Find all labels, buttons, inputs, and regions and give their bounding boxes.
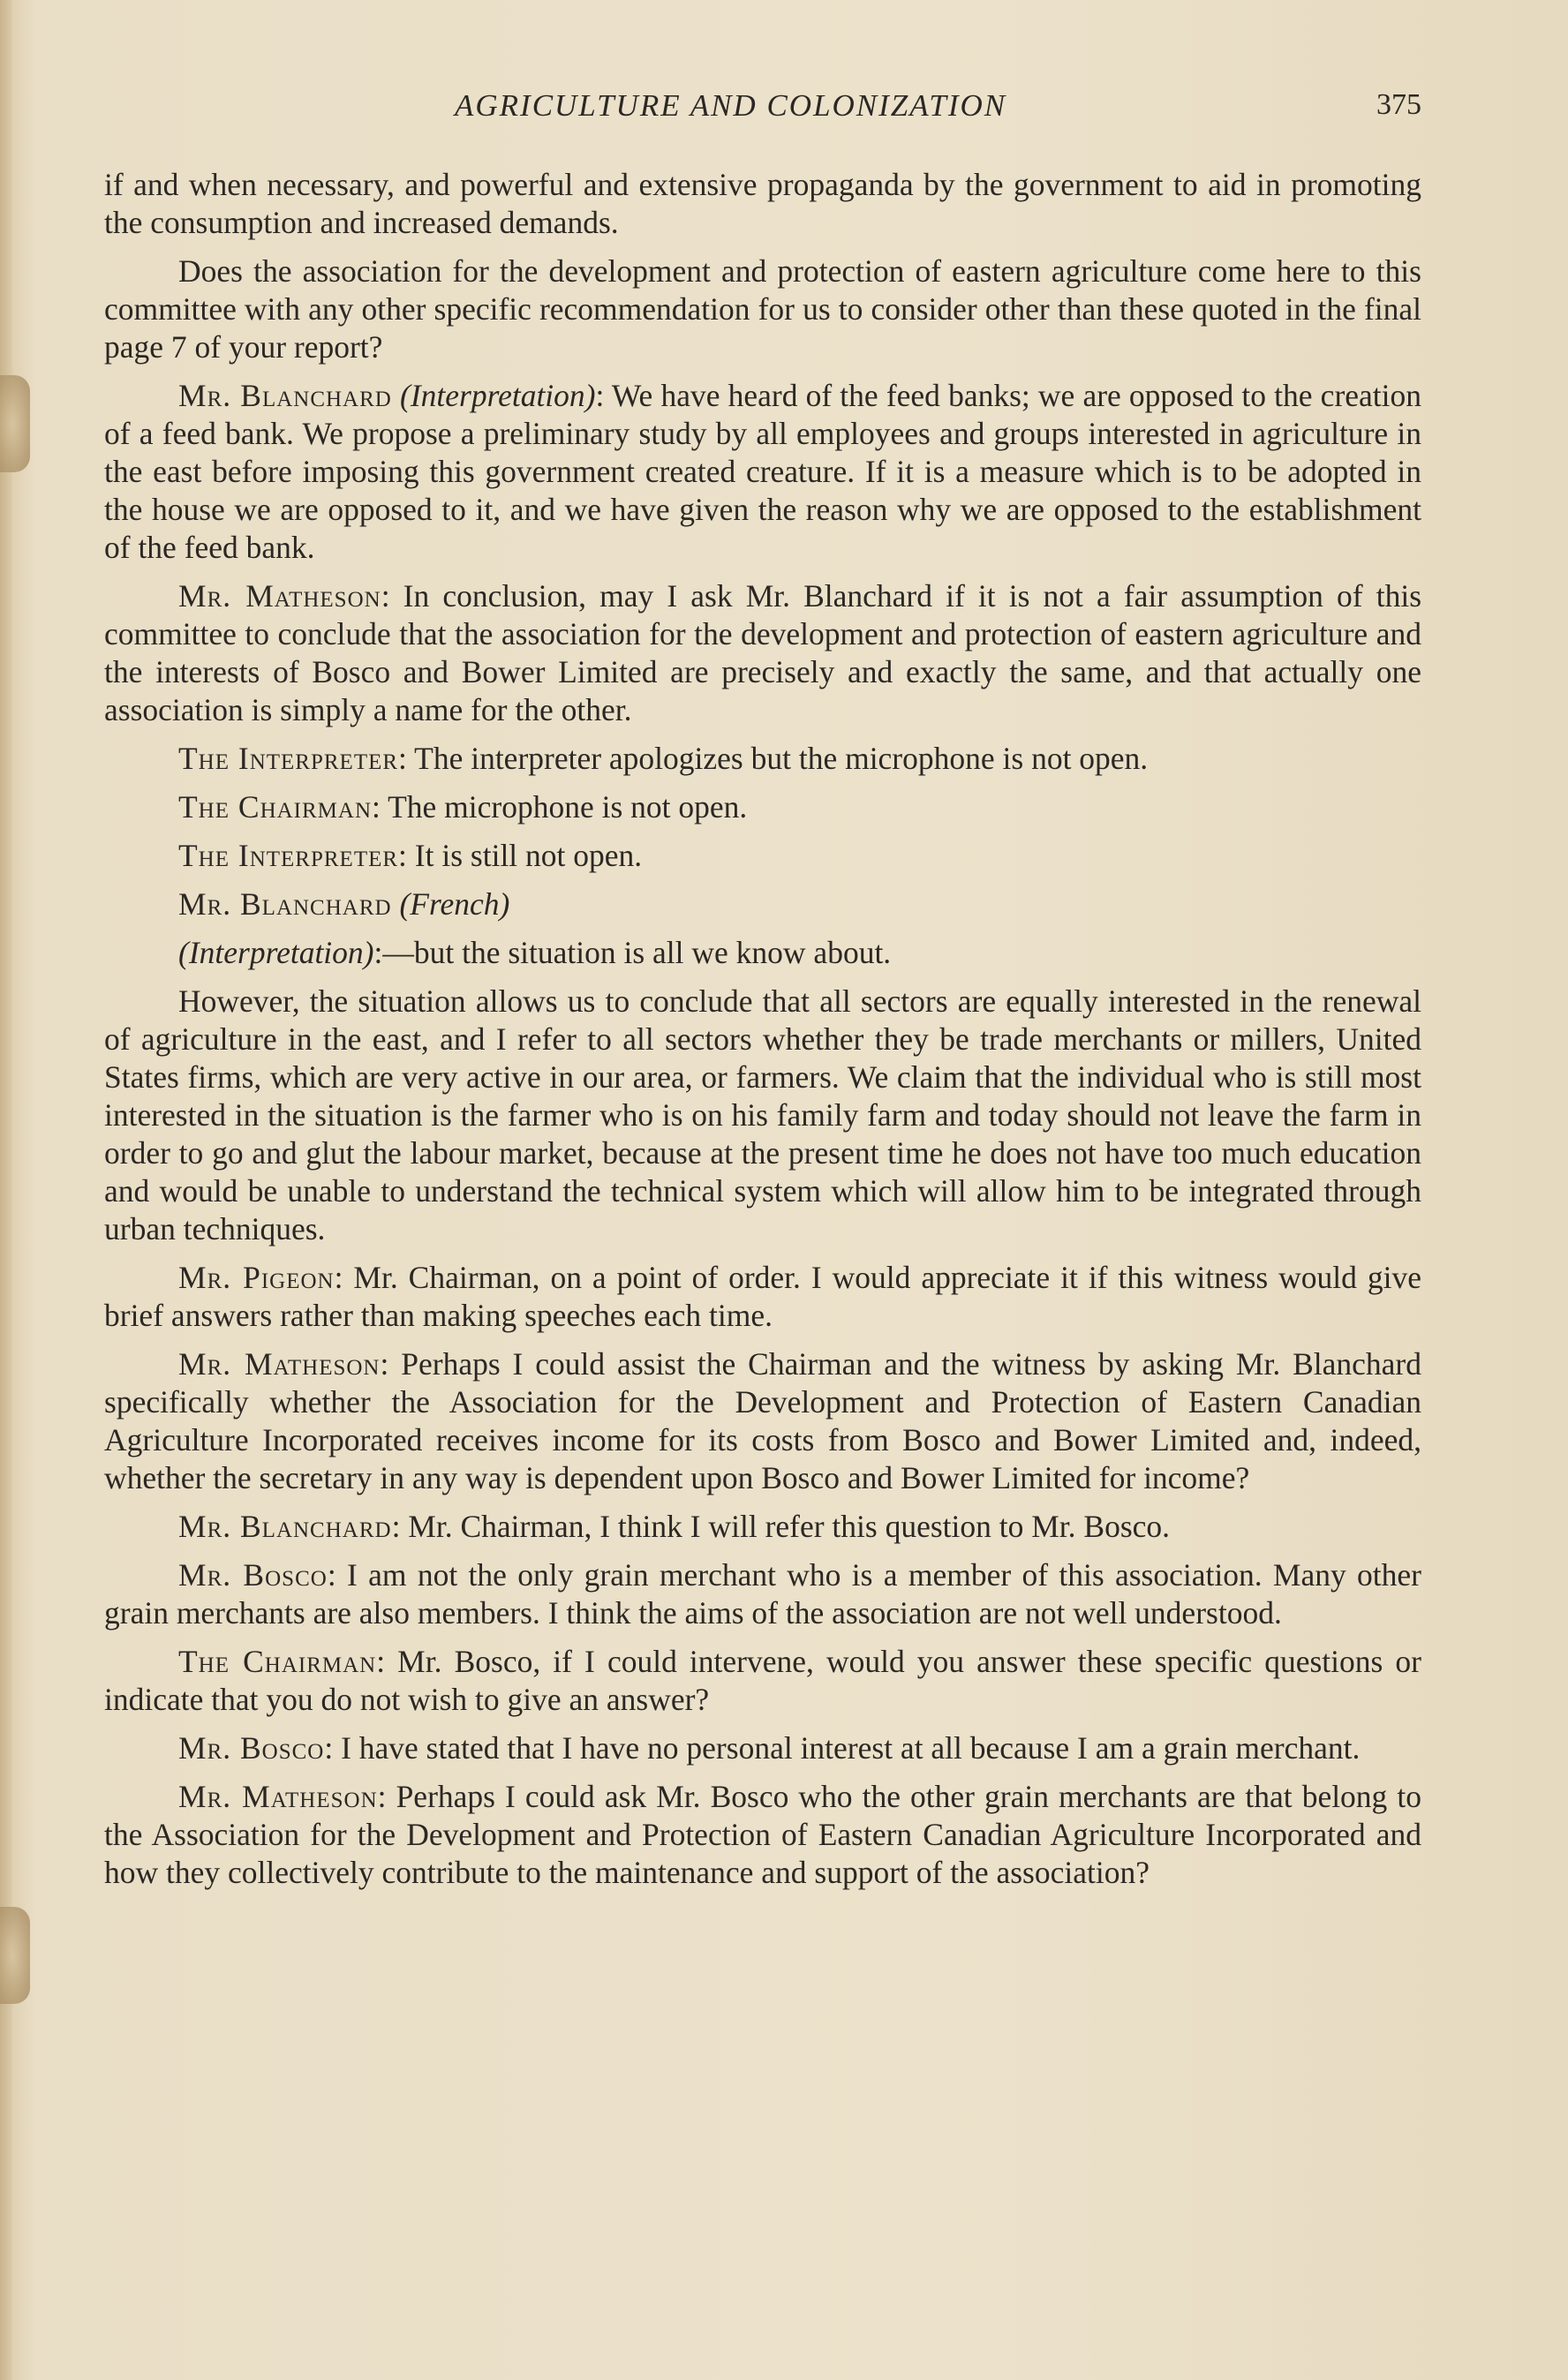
transcript-paragraph: [104, 1729, 1421, 1767]
paragraph-text: : I am not the only grain merchant who is a member of this association. Many other grain merchants are also members. I think the aims of the association are not well understood.: [104, 1557, 1421, 1631]
interpretation-note: (Interpretation): [400, 378, 596, 413]
transcript-paragraph: [104, 837, 1421, 875]
paragraph-text: : I have stated that I have no personal interest at all because I am a grain merchant.: [324, 1730, 1361, 1766]
running-header: [106, 88, 1421, 132]
speaker-name: Mr. Matheson: [178, 578, 381, 614]
paragraph-text: Does the association for the development and protection of eastern agriculture come here to this committee with any other specific recommendation for us to consider other than these quoted in the final page 7 of your report?: [104, 253, 1421, 365]
paragraph-text: However, the situation allows us to conclude that all sectors are equally interested in the renewal of agriculture in the east, and I refer to all sectors whether they be trade merchants or millers, United States firms, which are very active in our area, or farmers. We claim that the individual who is still most interested in the situation is the farmer who is on his family farm and today should not leave the farm in order to go and glut the labour market, because at the present time he does not have too much education and would be unable to understand the technical system which will allow him to be integrated through urban techniques.: [104, 983, 1421, 1246]
interpretation-note: (Interpretation): [178, 935, 374, 970]
transcript-paragraph: [104, 885, 1421, 923]
speaker-name: The Chairman: [178, 789, 373, 825]
transcript-paragraph: [104, 740, 1421, 778]
transcript-paragraph: [104, 1778, 1421, 1892]
speaker-name: Mr. Blanchard: [178, 378, 392, 413]
speaker-name: Mr. Matheson: [178, 1779, 378, 1814]
binding-clip-mark: [0, 375, 30, 472]
binding-clip-mark: [0, 1907, 30, 2004]
page-number: 375: [1376, 88, 1421, 121]
paragraph-text: : Mr. Chairman, I think I will refer this question to Mr. Bosco.: [391, 1509, 1171, 1544]
running-title: AGRICULTURE AND COLONIZATION: [455, 88, 1007, 123]
transcript-paragraph: [104, 934, 1421, 972]
transcript-paragraph: [104, 1556, 1421, 1632]
speaker-name: Mr. Blanchard: [178, 886, 392, 922]
paragraph-text: : It is still not open.: [398, 838, 643, 873]
speaker-name: The Interpreter: [178, 741, 399, 776]
transcript-paragraph: [104, 577, 1421, 729]
paragraph-text: : We have heard of the feed banks; we are opposed to the creation of a feed bank. We propose a preliminary study by all employees and groups interested in agriculture in the east before imposing this government created creature. If it is a measure which is to be adopted in the house we are opposed to it, and we have given the reason why we are opposed to the establishment of the feed bank.: [104, 378, 1422, 565]
transcript-paragraph: [104, 1345, 1421, 1497]
transcript-paragraph: [104, 1643, 1421, 1719]
speaker-name: Mr. Blanchard: [178, 1509, 392, 1544]
interpretation-note: (French): [399, 886, 510, 922]
transcript-paragraph: [104, 1259, 1421, 1335]
transcript-paragraph: [104, 377, 1421, 567]
transcript-body: [104, 166, 1421, 1902]
transcript-paragraph: [104, 1508, 1421, 1546]
paragraph-text: : The interpreter apologizes but the microphone is not open.: [398, 741, 1149, 776]
speaker-name: Mr. Bosco: [178, 1557, 328, 1593]
speaker-name: Mr. Matheson: [178, 1346, 381, 1382]
paragraph-text: : Perhaps I could assist the Chairman and the witness by asking Mr. Blanchard specifically whether the Association for the Development and Protection of Eastern Canadian Agriculture Incorporated receives income for its costs from Bosco and Bower Limited and, indeed, whether the secretary in any way is dependent upon Bosco and Bower Limited for income?: [104, 1346, 1421, 1495]
speaker-name: Mr. Bosco: [178, 1730, 325, 1766]
paragraph-text: : In conclusion, may I ask Mr. Blanchard if it is not a fair assumption of this committee to conclude that the association for the development and protection of eastern agriculture and the interests of Bosco and Bower Limited are precisely and exactly the same, and that actually one association is simply a name for the other.: [104, 578, 1422, 727]
paragraph-text: if and when necessary, and powerful and extensive propaganda by the government to aid in promoting the consumption and increased demands.: [104, 167, 1421, 240]
paragraph-text: : Mr. Chairman, on a point of order. I would appreciate it if this witness would give brief answers rather than making speeches each time.: [104, 1260, 1421, 1333]
speaker-name: The Chairman: [178, 1644, 377, 1679]
transcript-paragraph: [104, 983, 1421, 1248]
paragraph-text: :—but the situation is all we know about.: [373, 935, 892, 970]
speaker-name: The Interpreter: [178, 838, 399, 873]
paragraph-text: : The microphone is not open.: [372, 789, 748, 825]
transcript-paragraph: [104, 788, 1421, 826]
speaker-name: Mr. Pigeon: [178, 1260, 335, 1295]
page-binding-edge: [0, 0, 12, 2380]
transcript-paragraph: [104, 166, 1421, 242]
paragraph-text: : Mr. Bosco, if I could intervene, would you answer these specific questions or indicate that you do not wish to give an answer?: [104, 1644, 1422, 1717]
transcript-paragraph: [104, 252, 1421, 366]
paragraph-text: : Perhaps I could ask Mr. Bosco who the other grain merchants are that belong to the Association for the Development and Protection of Eastern Canadian Agriculture Incorporated and how they collectively contribute to the maintenance and support of the association?: [104, 1779, 1421, 1890]
